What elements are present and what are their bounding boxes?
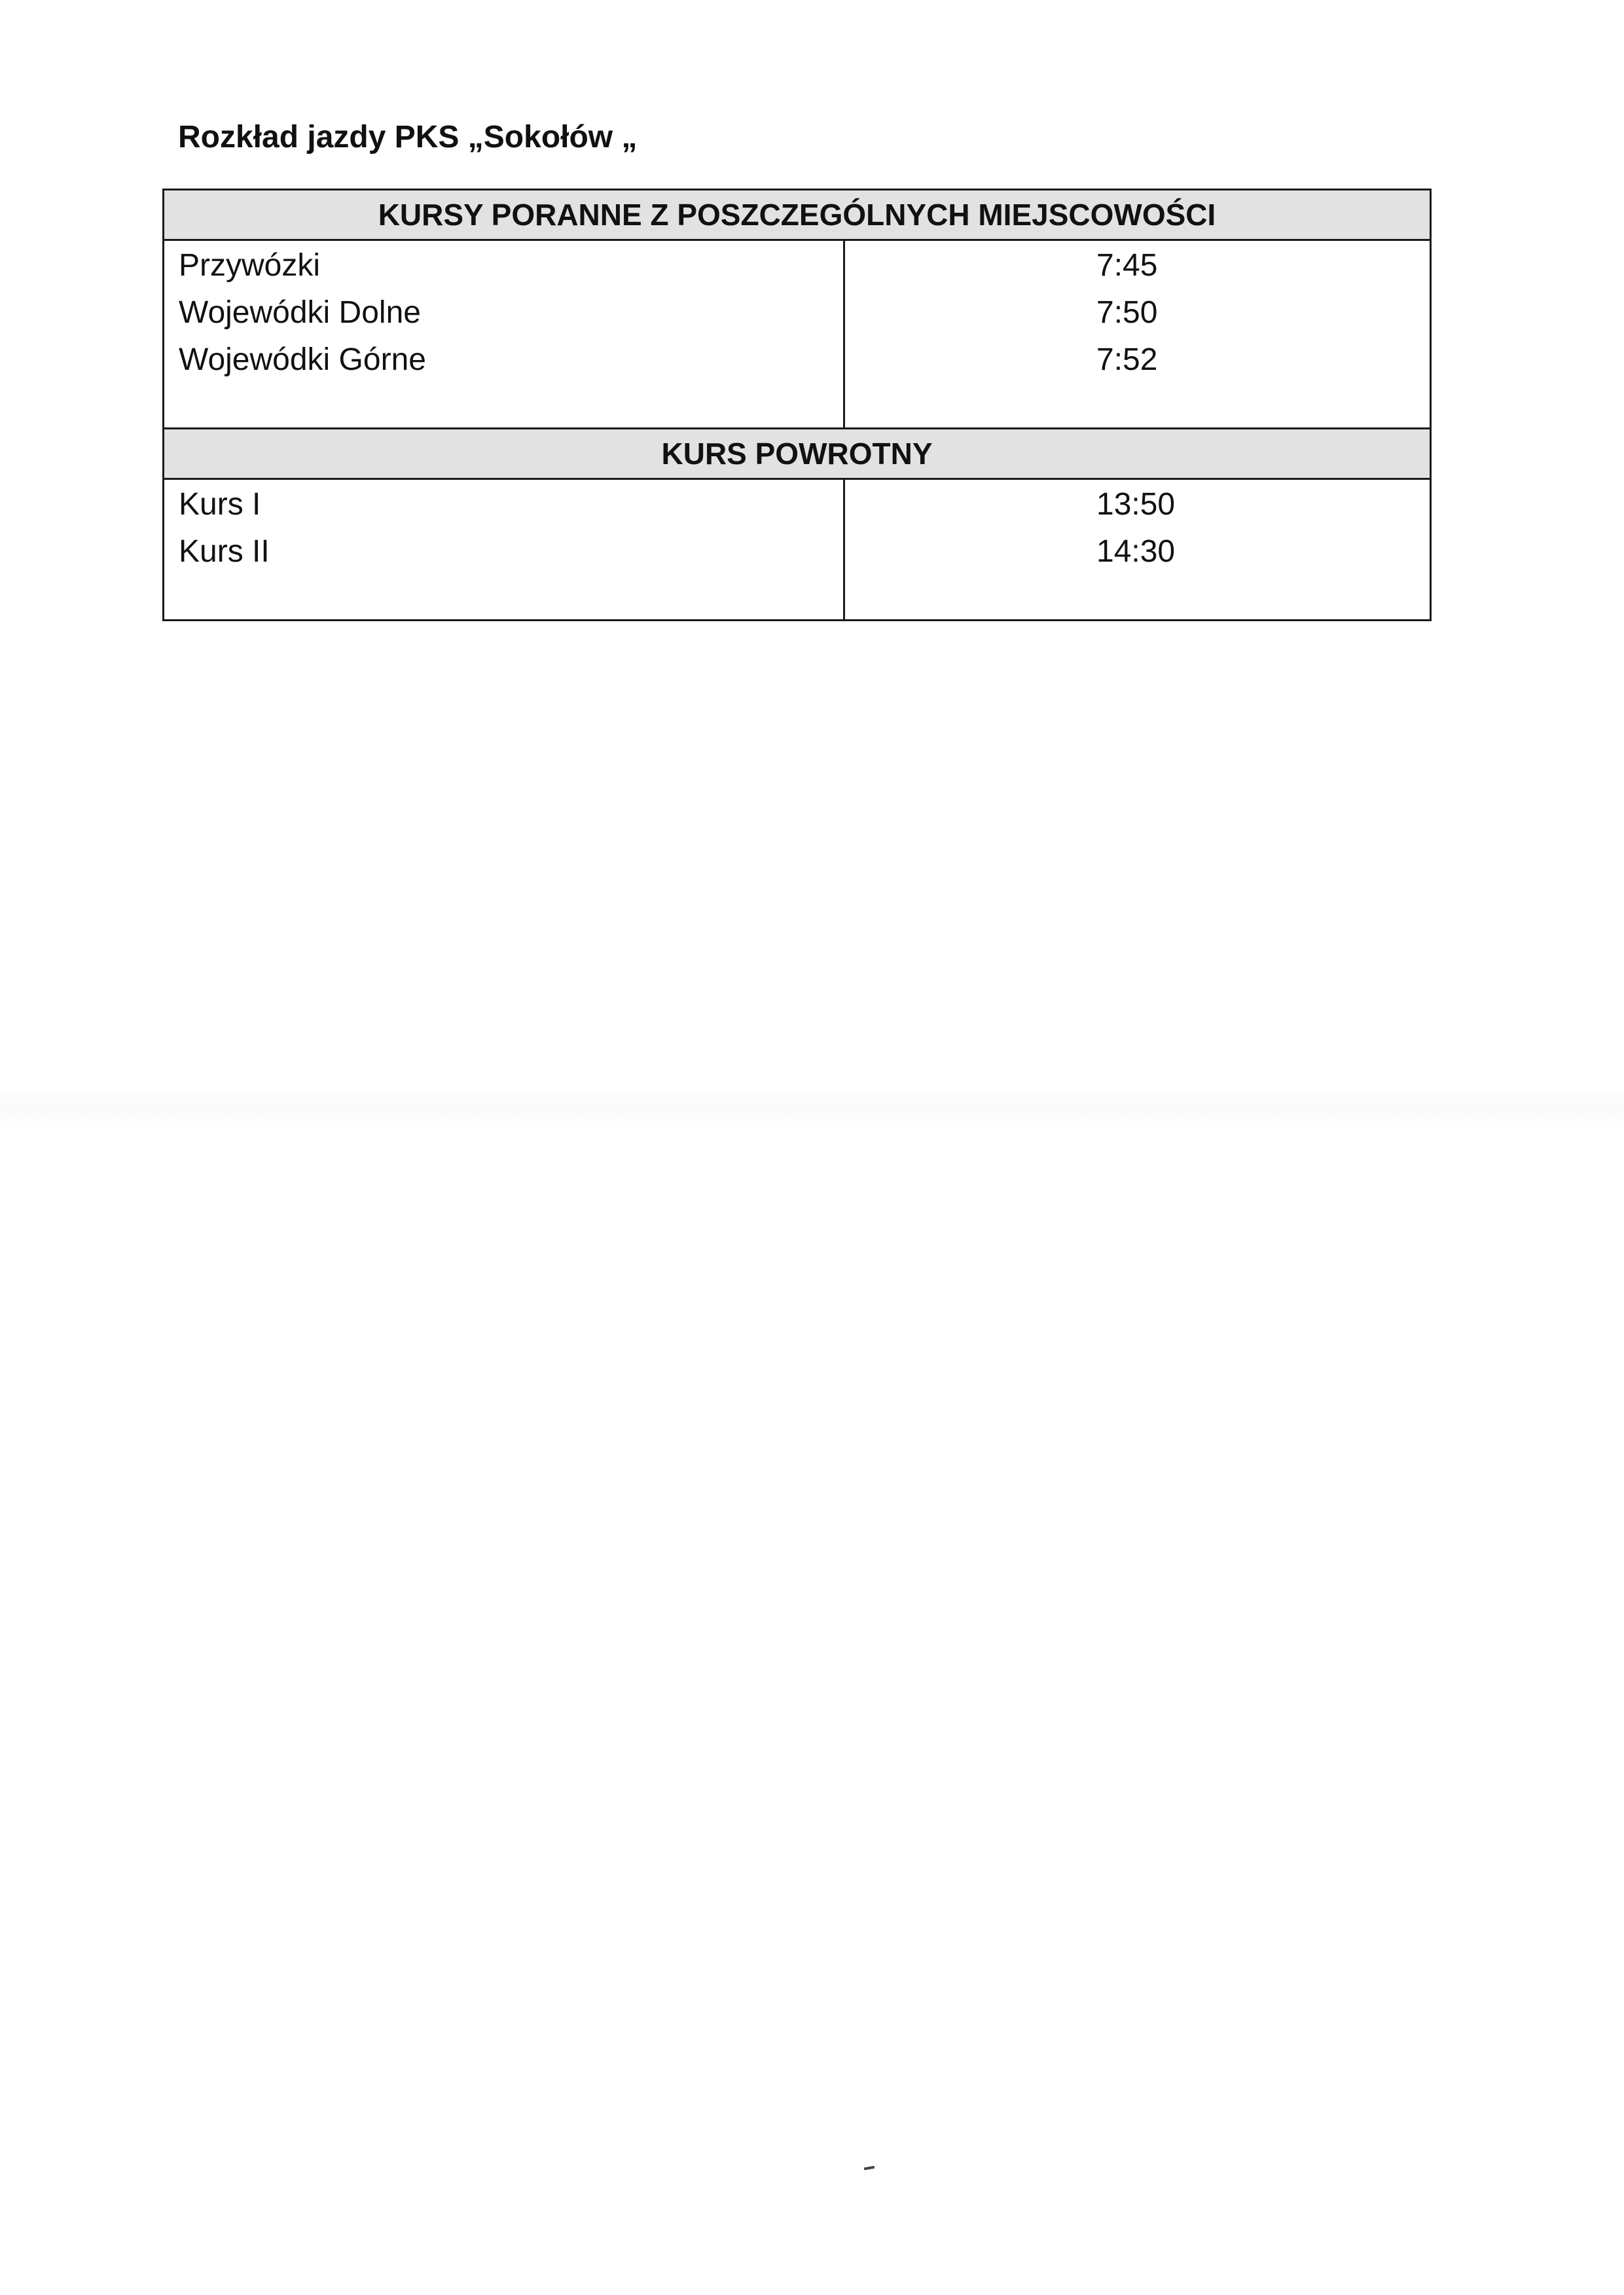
- return-courses-column: [164, 480, 845, 619]
- morning-time: 7:50: [1096, 295, 1158, 330]
- morning-place: Przywózki: [179, 248, 321, 283]
- morning-time: 7:45: [1096, 248, 1158, 283]
- return-course: Kurs II: [179, 534, 270, 569]
- return-course: Kurs I: [179, 487, 261, 522]
- scan-speck: [864, 2166, 875, 2171]
- morning-time: 7:52: [1096, 342, 1158, 377]
- morning-place: Wojewódki Dolne: [179, 295, 421, 330]
- return-course-header: KURS POWROTNY: [164, 427, 1430, 480]
- morning-courses-header: KURSY PORANNE Z POSZCZEGÓLNYCH MIEJSCOWOŚCI: [164, 190, 1430, 241]
- page-title: Rozkład jazdy PKS „Sokołów „: [178, 120, 638, 154]
- paper-fold-crease: [0, 1087, 1624, 1126]
- return-time: 13:50: [1096, 487, 1176, 522]
- morning-times-column: [845, 241, 1430, 427]
- morning-place: Wojewódki Górne: [179, 342, 426, 377]
- return-time: 14:30: [1096, 534, 1176, 569]
- morning-places-column: [164, 241, 845, 427]
- return-times-column: [845, 480, 1430, 619]
- morning-courses-body: [164, 241, 1430, 427]
- return-course-body: [164, 480, 1430, 619]
- timetable: [162, 189, 1432, 621]
